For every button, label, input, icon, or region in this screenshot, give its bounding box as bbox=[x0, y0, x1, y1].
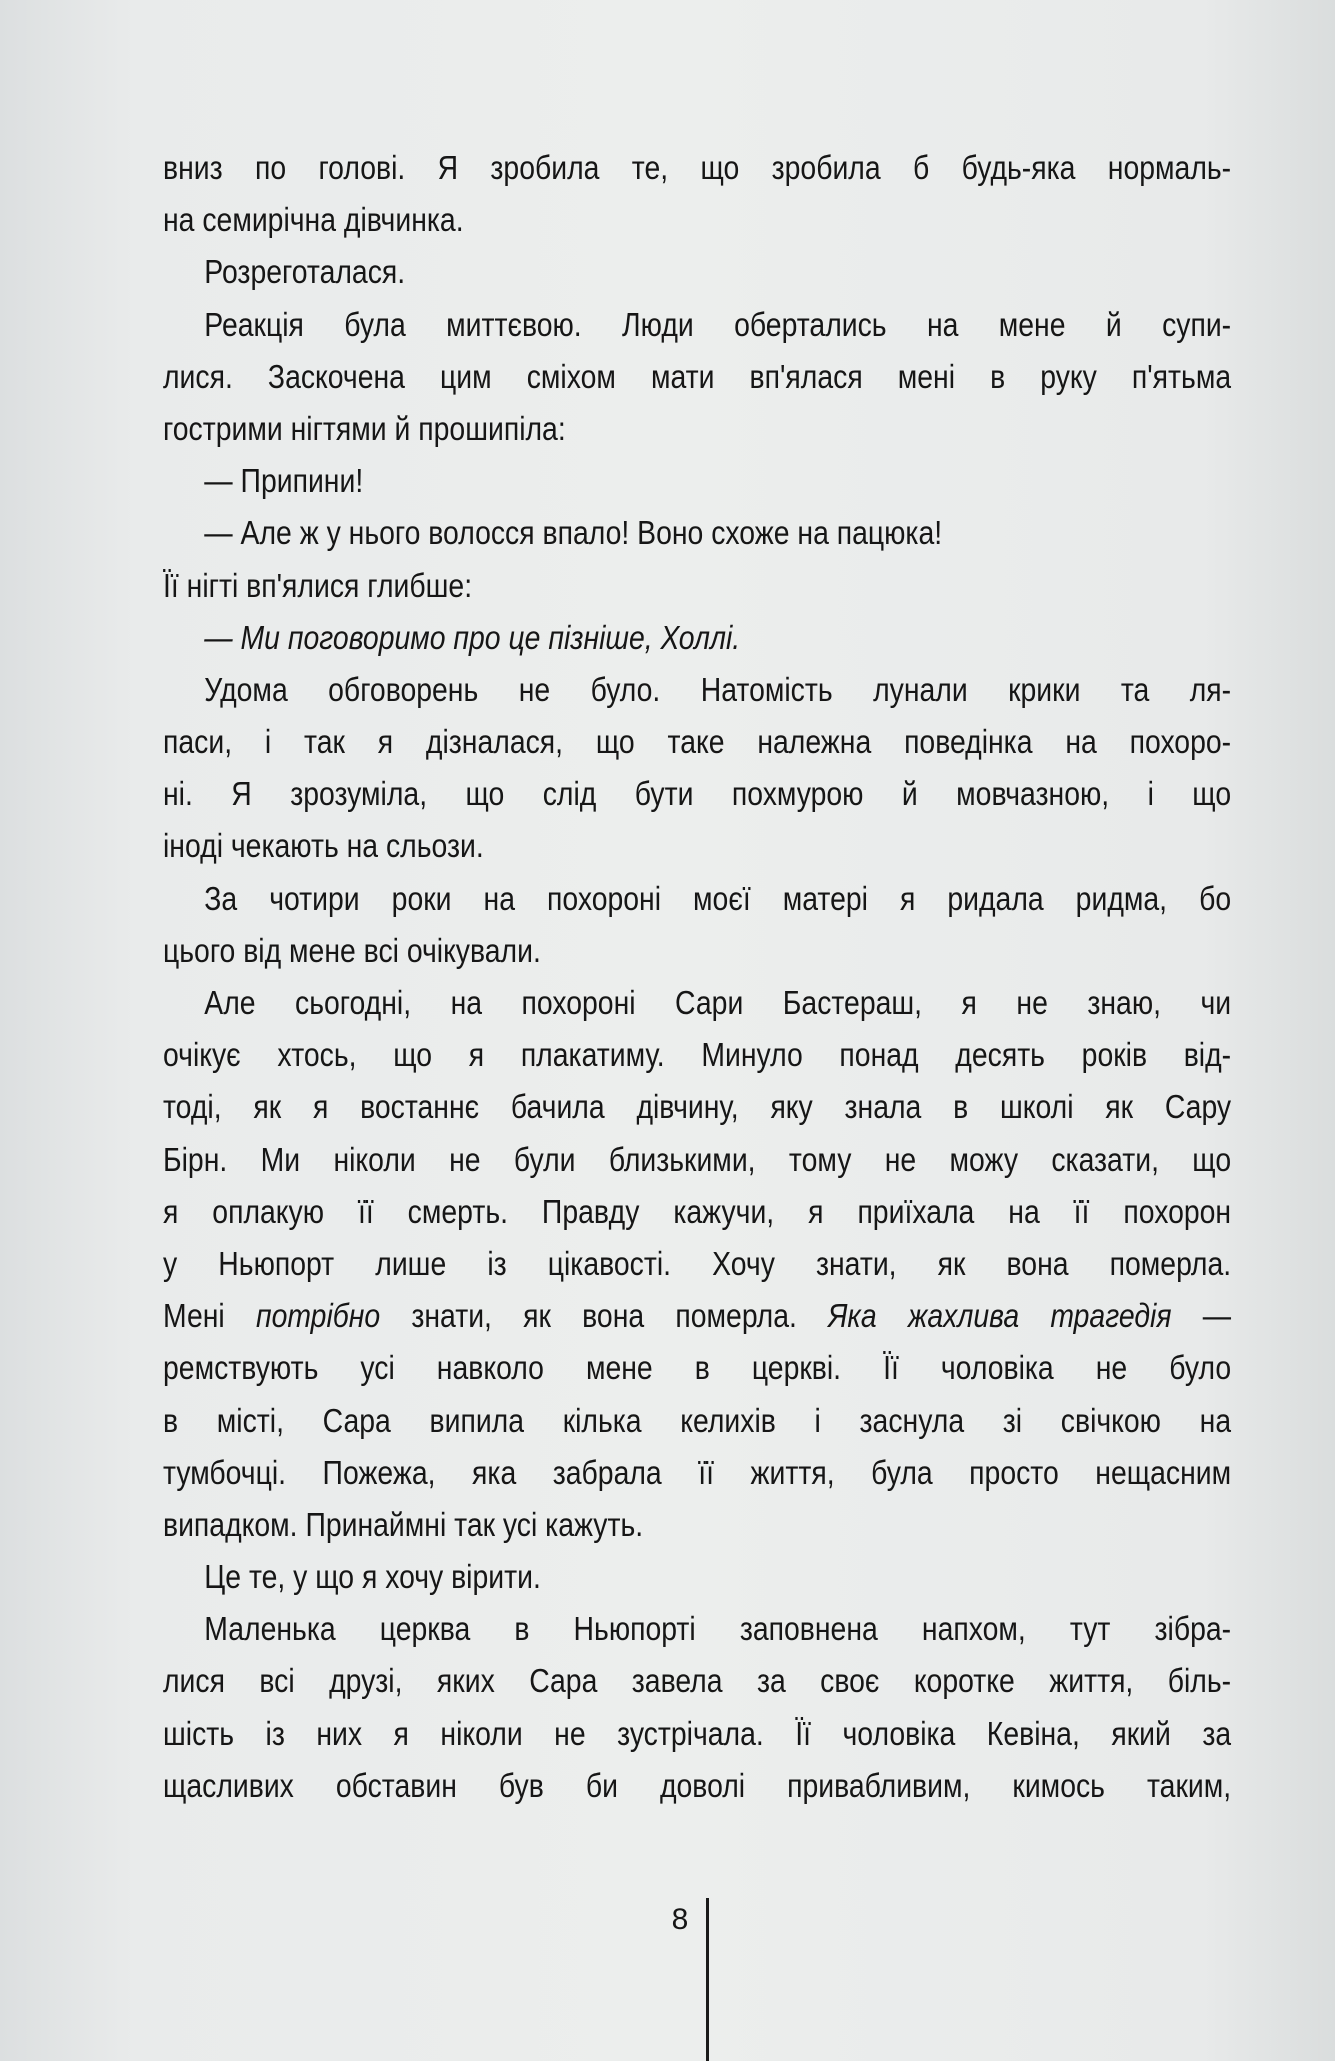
text-line: гострими нігтями й прошипіла: bbox=[163, 409, 566, 447]
text-fragment: знати, як вона померла. bbox=[380, 1297, 829, 1335]
text-line: Реакція була миттєвою. Люди обертались на мене й супи- bbox=[204, 305, 1232, 343]
text-line: тоді, як я востаннє бачила дівчину, яку знала в школі як Сару bbox=[163, 1088, 1232, 1126]
text-line: тумбочці. Пожежа, яка забрала її життя, була просто нещасним bbox=[163, 1453, 1232, 1491]
text-line: щасливих обставин був би доволі привабливим, кимось таким, bbox=[163, 1766, 1232, 1804]
page-divider-line bbox=[706, 1898, 709, 2061]
text-line: Розреготалася. bbox=[204, 253, 406, 291]
text-line: ремствують усі навколо мене в церкві. Її чоловіка не було bbox=[163, 1349, 1232, 1387]
body-text bbox=[163, 142, 1231, 1812]
text-fragment: Мені bbox=[163, 1297, 256, 1335]
text-line: в місті, Сара випила кілька келихів і заснула зі свічкою на bbox=[163, 1401, 1232, 1439]
text-fragment: — bbox=[1171, 1297, 1232, 1335]
text-fragment-italic: Яка жахлива трагедія bbox=[828, 1297, 1172, 1335]
text-line: Маленька церква в Ньюпорті заповнена напхом, тут зібра- bbox=[204, 1610, 1232, 1648]
text-line-mixed bbox=[163, 1290, 1231, 1342]
text-line: у Ньюпорт лише із цікавості. Хочу знати, як вона померла. bbox=[163, 1244, 1232, 1282]
text-line: шість із них я ніколи не зустрічала. Її чоловіка Кевіна, який за bbox=[163, 1714, 1232, 1752]
text-line: лися всі друзі, яких Сара завела за своє коротке життя, біль- bbox=[163, 1662, 1232, 1700]
text-line: — Ми поговоримо про це пізніше, Холлі. bbox=[204, 618, 741, 656]
text-line: цього від мене всі очікували. bbox=[163, 931, 541, 969]
text-line: випадком. Принаймні так усі кажуть. bbox=[163, 1505, 644, 1543]
text-line: Її нігті вп'ялися глибше: bbox=[163, 566, 473, 604]
text-line: — Припини! bbox=[204, 462, 364, 500]
text-line: Бірн. Ми ніколи не були близькими, тому не можу сказати, що bbox=[163, 1140, 1232, 1178]
text-line: іноді чекають на сльози. bbox=[163, 827, 484, 865]
text-line: За чотири роки на похороні моєї матері я ридала ридма, бо bbox=[204, 879, 1232, 917]
text-line: Удома обговорень не було. Натомість лунали крики та ля- bbox=[204, 670, 1232, 708]
text-line: — Але ж у нього волосся впало! Воно схоже на пацюка! bbox=[204, 514, 943, 552]
text-line: Це те, у що я хочу вірити. bbox=[204, 1558, 541, 1596]
text-line: ні. Я зрозуміла, що слід бути похмурою й мовчазною, і що bbox=[163, 775, 1232, 813]
text-line: я оплакую її смерть. Правду кажучи, я приїхала на її похорон bbox=[163, 1192, 1232, 1230]
text-line: на семирічна дівчинка. bbox=[163, 201, 464, 239]
text-line: вниз по голові. Я зробила те, що зробила б будь-яка нормаль- bbox=[163, 149, 1232, 186]
text-line: Але сьогодні, на похороні Сари Бастераш, я не знаю, чи bbox=[204, 984, 1232, 1021]
page-number: 8 bbox=[671, 1903, 689, 1936]
text-fragment-italic: потрібно bbox=[255, 1297, 381, 1335]
text-line: лися. Заскочена цим сміхом мати вп'ялася мені в руку п'ятьма bbox=[163, 357, 1232, 395]
text-line: паси, і так я дізналася, що таке належна поведінка на похоро- bbox=[163, 723, 1232, 761]
text-line: очікує хтось, що я плакатиму. Минуло понад десять років від- bbox=[163, 1036, 1232, 1074]
